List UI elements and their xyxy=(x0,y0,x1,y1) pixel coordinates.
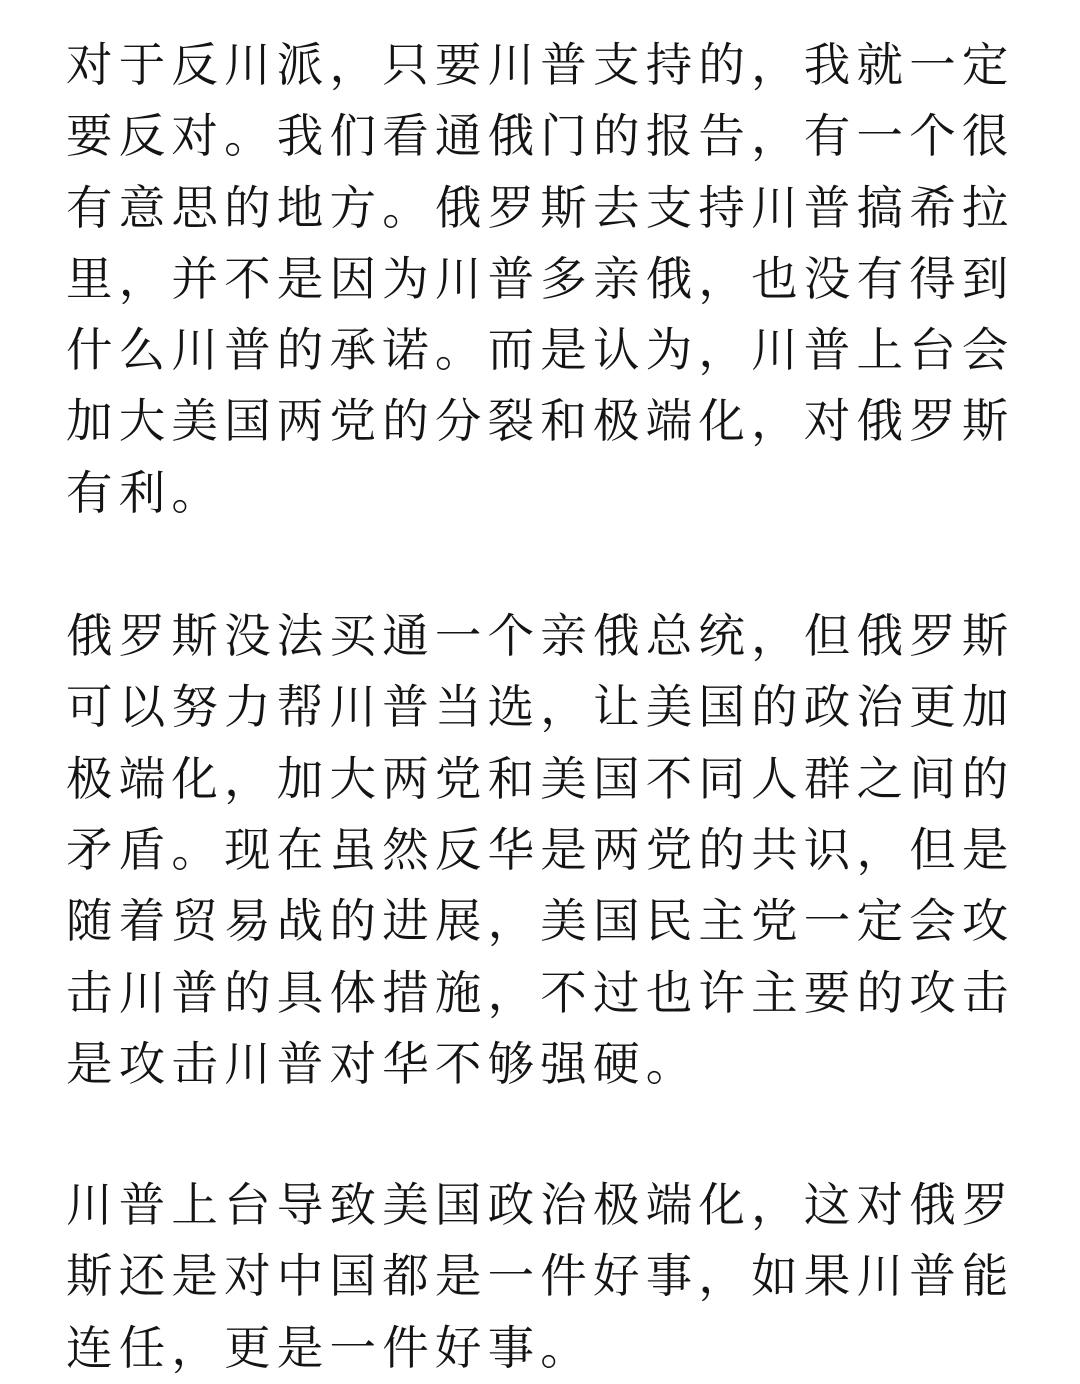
text-line: 斯还是对中国都是一件好事，如果川普能 xyxy=(66,1249,1015,1304)
text-line: 有意思的地方。俄罗斯去支持川普搞希拉 xyxy=(66,180,1015,235)
text-line: 连任，更是一件好事。 xyxy=(66,1320,593,1375)
text-line: 什么川普的承诺。而是认为，川普上台会 xyxy=(66,323,1015,378)
paragraph-1 xyxy=(66,30,1016,529)
text-line: 是攻击川普对华不够强硬。 xyxy=(66,1036,699,1091)
text-line: 加大美国两党的分裂和极端化，对俄罗斯 xyxy=(66,394,1015,449)
article-body xyxy=(66,30,1016,1384)
text-line: 对于反川派，只要川普支持的，我就一定 xyxy=(66,38,1015,92)
paragraph-2 xyxy=(66,601,1016,1100)
text-line: 击川普的具体措施，不过也许主要的攻击 xyxy=(66,965,1015,1020)
text-line: 要反对。我们看通俄门的报告，有一个很 xyxy=(66,109,1015,164)
text-line: 随着贸易战的进展，美国民主党一定会攻 xyxy=(66,894,1015,949)
text-line: 矛盾。现在虽然反华是两党的共识，但是 xyxy=(66,822,1015,877)
text-line: 极端化，加大两党和美国不同人群之间的 xyxy=(66,751,1015,806)
text-line: 川普上台导致美国政治极端化，这对俄罗 xyxy=(66,1178,1015,1233)
paragraph-3 xyxy=(66,1170,1016,1384)
text-line: 俄罗斯没法买通一个亲俄总统，但俄罗斯 xyxy=(66,609,1015,664)
text-line: 里，并不是因为川普多亲俄，也没有得到 xyxy=(66,251,1015,306)
text-line: 有利。 xyxy=(66,465,225,520)
text-line: 可以努力帮川普当选，让美国的政治更加 xyxy=(66,680,1015,735)
